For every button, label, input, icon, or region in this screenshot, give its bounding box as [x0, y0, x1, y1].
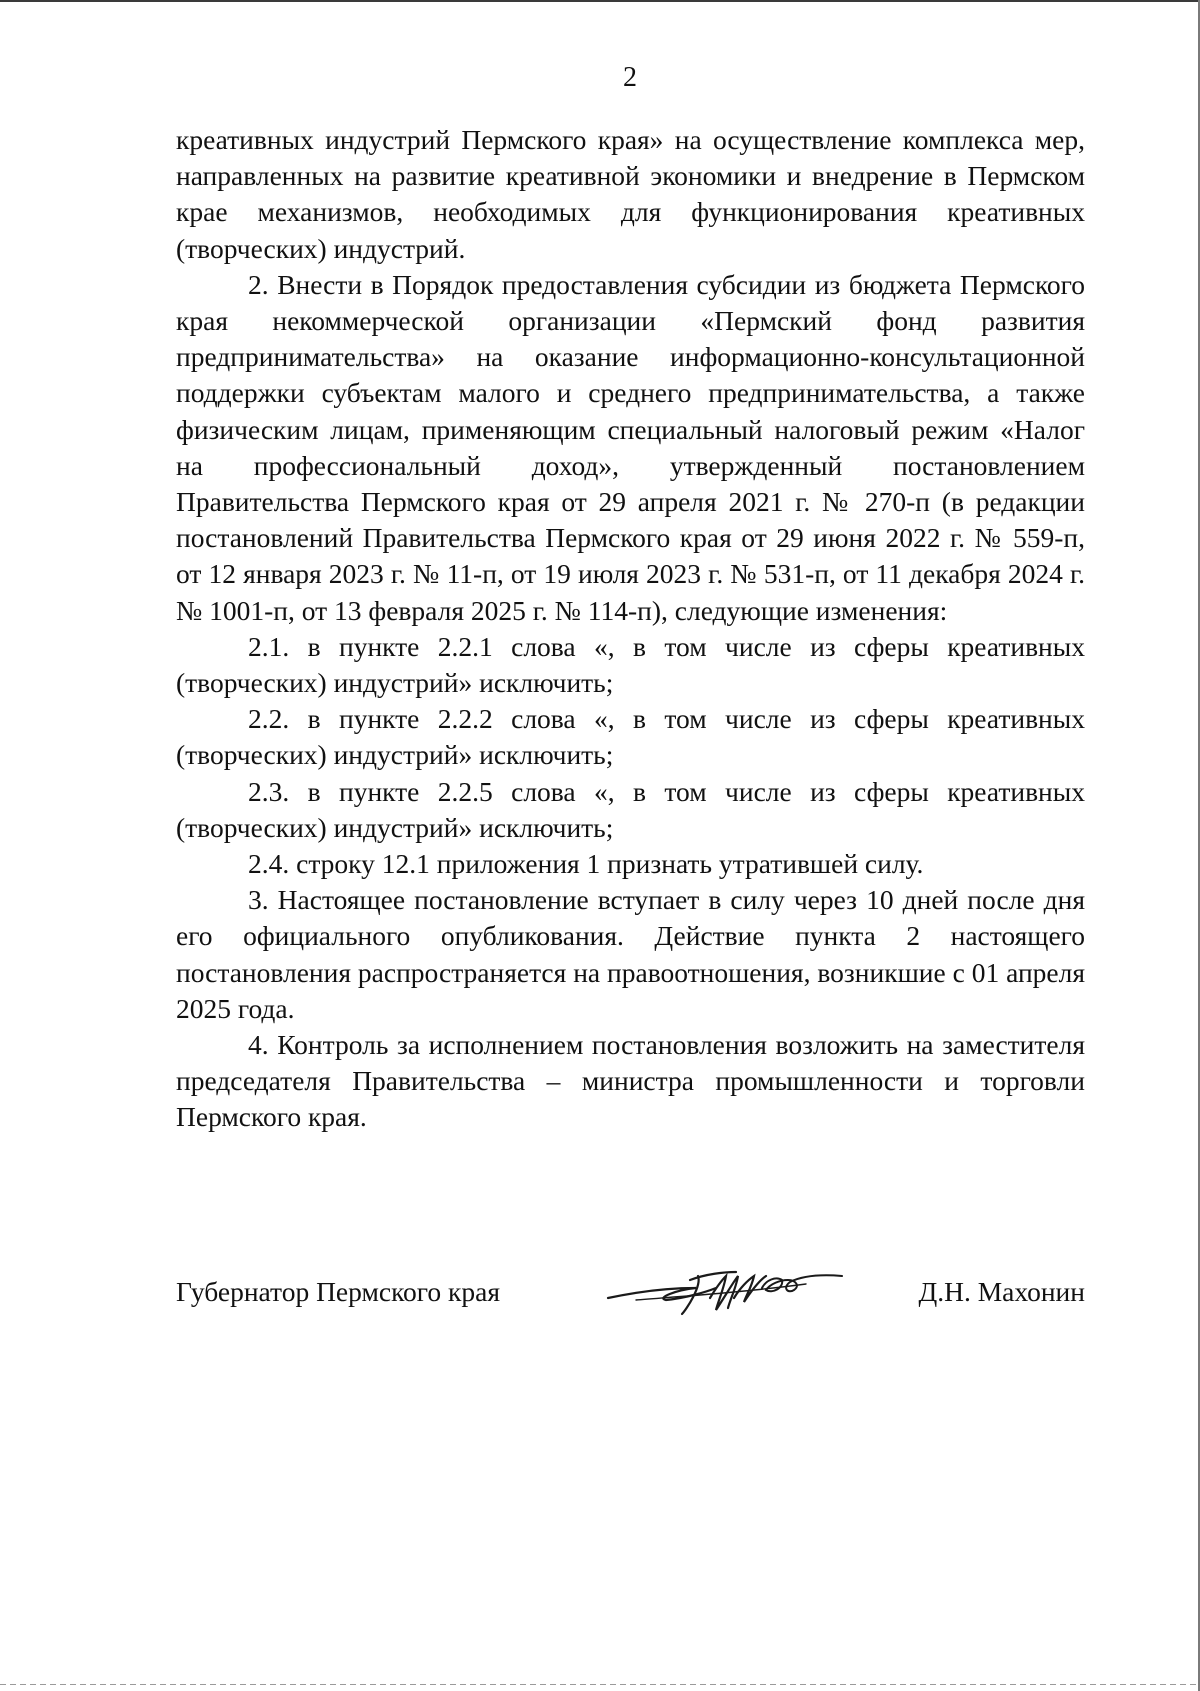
- paragraph-item-4: 4. Контроль за исполнением постановления возложить на заместителя председателя Правительства – министра промышленности и торговли Пермского края.: [176, 1029, 1085, 1133]
- scan-edge-top: [0, 0, 1200, 2]
- paragraph-item-2: 2. Внести в Порядок предоставления субсидии из бюджета Пермского края некоммерческой организации «Пермский фонд развития предпринимательства» на оказание информационно-консультационной поддержки субъектам малого и среднего предпринимательства, а также физическим лицам, применяющим специальный налоговый режим «Налог на профессиональный доход», утвержденный постановлением Правительства Пермского края от 29 апреля 2021 г. № 270-п (в редакции постановлений Правительства Пермского края от 29 июня 2022 г. № 559-п, от 12 января 2023 г. № 11-п, от 19 июля 2023 г. № 531-п, от 11 декабря 2024 г. № 1001-п, от 13 февраля 2025 г. № 114-п), следующие изменения:: [176, 268, 1085, 626]
- paragraph-continuation: креативных индустрий Пермского края» на осуществление комплекса мер, направленных на развитие креативной экономики и внедрение в Пермском крае механизмов, необходимых для функционирования креативных (творческих) индустрий.: [176, 124, 1085, 264]
- scan-edge-bottom: [0, 1684, 1200, 1685]
- page-number: 2: [623, 62, 637, 93]
- paragraph-item-2-4: 2.4. строку 12.1 приложения 1 признать утратившей силу.: [248, 848, 924, 880]
- document-body: [176, 122, 1085, 1136]
- signature-block: [176, 1268, 1085, 1328]
- paragraph-item-3: 3. Настоящее постановление вступает в силу через 10 дней после дня его официального опубликования. Действие пункта 2 настоящего постановления распространяется на правоотношения, возникшие с 01 апреля 2025 года.: [176, 884, 1085, 1024]
- paragraph-item-2-2: 2.2. в пункте 2.2.2 слова «, в том числе из сферы креативных (творческих) индустрий» исключить;: [176, 703, 1085, 771]
- signatory-title: Губернатор Пермского края: [176, 1276, 500, 1307]
- paragraph-item-2-3: 2.3. в пункте 2.2.5 слова «, в том числе из сферы креативных (творческих) индустрий» исключить;: [176, 775, 1085, 843]
- signatory-name: Д.Н. Махонин: [918, 1276, 1085, 1307]
- handwritten-signature: [606, 1258, 846, 1318]
- paragraph-item-2-1: 2.1. в пункте 2.2.1 слова «, в том числе из сферы креативных (творческих) индустрий» исключить;: [176, 630, 1085, 699]
